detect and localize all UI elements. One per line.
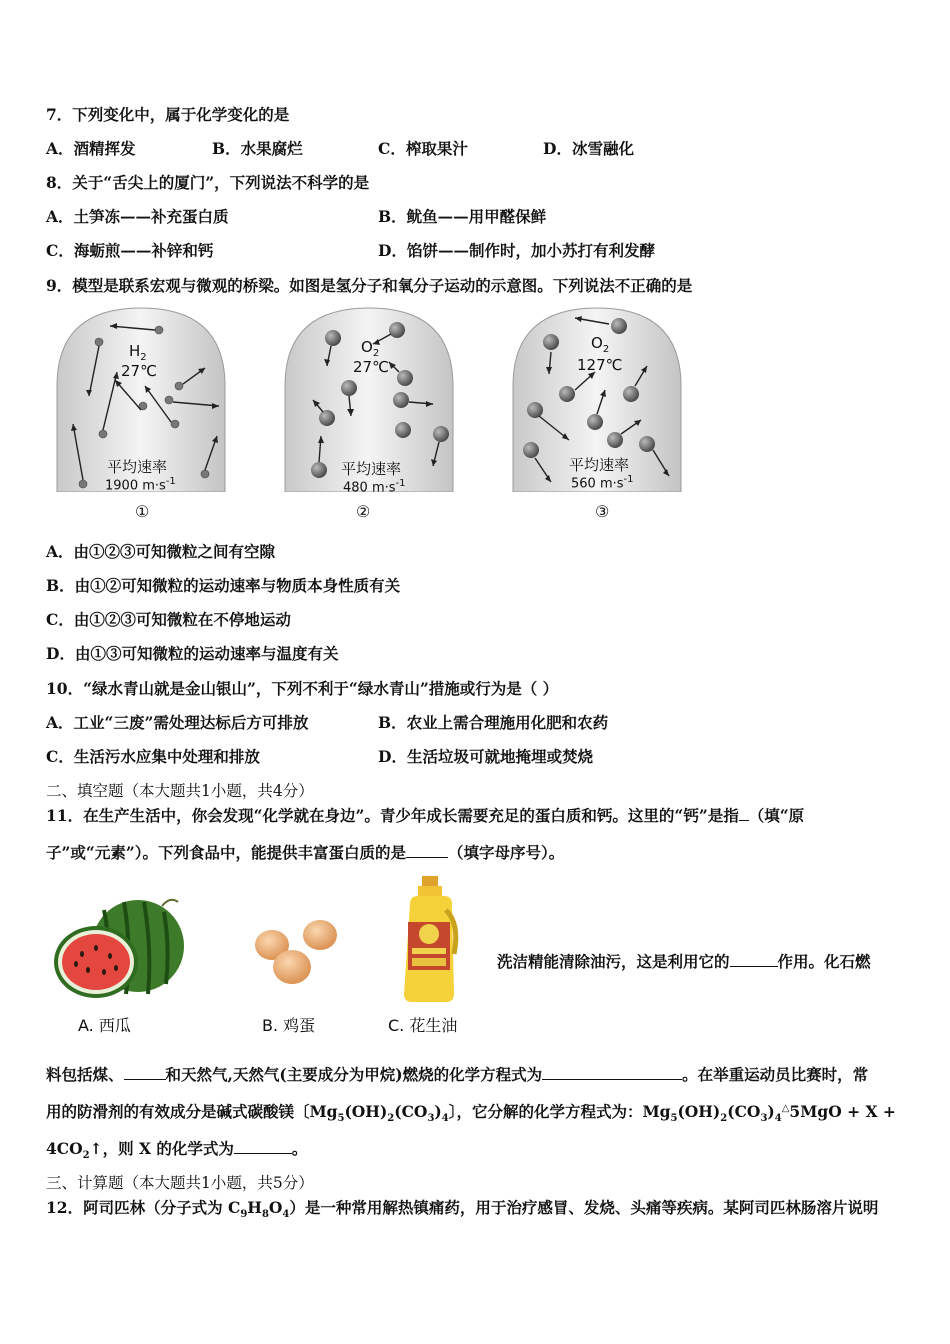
jar1-speed: 1900 $m\cdot s^{-1}$	[105, 476, 176, 494]
q8-option-b: B．鱿鱼——用甲醛保鲜	[378, 207, 547, 226]
q7-option-a: A．酒精挥发	[46, 139, 136, 158]
q7-option-b: B．水果腐烂	[212, 139, 303, 158]
q9-option-a: A．由①②③可知微粒之间有空隙	[46, 542, 276, 561]
q7-option-d: D．冰雪融化	[543, 139, 634, 158]
jar3-speed: 560 $m\cdot s^{-1}$	[571, 474, 634, 492]
food-label-c: C. 花生油	[388, 1016, 458, 1035]
section-2-heading: 二、填空题（本大题共1小题，共4分）	[46, 782, 314, 800]
q11-blank-5[interactable]	[542, 1065, 682, 1080]
q11-blank-1[interactable]	[739, 806, 749, 821]
jar2-number: ②	[356, 502, 371, 521]
q8-option-a: A．土笋冻——补充蛋白质	[46, 207, 229, 226]
molecule-jar-o2-27c	[283, 306, 455, 496]
jar3-gas-label: $O_2$	[591, 334, 610, 355]
q12-text: 12．阿司匹林（分子式为 $C_9H_8O_4$）是一种常用解热镇痛药，用于治疗感冒、发烧、头痛等疾病。某阿司匹林肠溶片说明	[46, 1198, 879, 1221]
eggs-image	[250, 915, 342, 991]
molecule-jar-h2-27c	[55, 306, 227, 496]
q11-line-4: 用的防滑剂的有效成分是碱式碳酸镁〔$Mg_5(OH)_2(CO_3)_4$〕，它分解的化学方程式为：$Mg_5(OH)_2(CO_3)_4^\triangle 5MgO + X$ +	[46, 1102, 896, 1125]
food-label-a: A. 西瓜	[78, 1016, 131, 1035]
q10-option-a: A．工业“三废”需处理达标后方可排放	[46, 713, 309, 732]
q11-line-5: $4CO_2↑$，则 X 的化学式为 。	[46, 1139, 308, 1162]
q11-side-text: 洗洁精能清除油污，这是利用它的 作用。化石燃	[497, 952, 871, 971]
q11-line-1: 11．在生产生活中，你会发现“化学就在身边”。青少年成长需要充足的蛋白质和钙。这里的“钙”是指 （填“原	[46, 806, 805, 825]
q8-option-d: D．馅饼——制作时，加小苏打有利发酵	[378, 241, 655, 260]
q11-line-3: 料包括煤、 和天然气,天然气(主要成分为甲烷)燃烧的化学方程式为 。在举重运动员比赛时，常	[46, 1065, 869, 1084]
molecule-jar-o2-127c	[511, 306, 683, 496]
watermelon-image	[52, 898, 188, 1006]
q10-option-c: C．生活污水应集中处理和排放	[46, 747, 260, 766]
q11-line-2: 子”或“元素”）。下列食品中，能提供丰富蛋白质的是 （填字母序号）。	[46, 843, 565, 862]
jar1-speed-label: 平均速率	[107, 458, 168, 476]
q11-blank-3[interactable]	[730, 952, 778, 967]
q7-stem: 7．下列变化中，属于化学变化的是	[46, 105, 290, 124]
jar3-number: ③	[595, 502, 610, 521]
q10-option-d: D．生活垃圾可就地掩埋或焚烧	[378, 747, 593, 766]
q11-blank-2[interactable]	[406, 843, 448, 858]
q9-option-b: B．由①②可知微粒的运动速率与物质本身性质有关	[46, 576, 401, 595]
section-3-heading: 三、计算题（本大题共1小题，共5分）	[46, 1174, 314, 1192]
peanut-oil-image	[396, 874, 466, 1008]
jar1-temp: 27℃	[121, 362, 157, 380]
q9-stem: 9．模型是联系宏观与微观的桥梁。如图是氢分子和氧分子运动的示意图。下列说法不正确的是	[46, 276, 693, 295]
q9-option-c: C．由①②③可知微粒在不停地运动	[46, 610, 291, 629]
jar1-number: ①	[135, 502, 150, 521]
jar2-speed: 480 $m\cdot s^{-1}$	[343, 478, 406, 496]
jar2-speed-label: 平均速率	[341, 460, 402, 478]
q11-blank-4[interactable]	[124, 1065, 166, 1080]
jar3-speed-label: 平均速率	[569, 456, 630, 474]
q11-blank-6[interactable]	[234, 1139, 292, 1154]
q10-stem: 10．“绿水青山就是金山银山”，下列不利于“绿水青山”措施或行为是（ ）	[46, 679, 559, 698]
jar2-temp: 27℃	[353, 358, 389, 376]
q9-option-d: D．由①③可知微粒的运动速率与温度有关	[46, 644, 339, 663]
q8-stem: 8．关于“舌尖上的厦门”，下列说法不科学的是	[46, 173, 370, 192]
jar2-gas-label: $O_2$	[361, 338, 380, 359]
q8-option-c: C．海蛎煎——补锌和钙	[46, 241, 214, 260]
food-label-b: B. 鸡蛋	[262, 1016, 316, 1035]
jar3-temp: 127℃	[577, 356, 623, 374]
jar1-gas-label: $H_2$	[129, 342, 147, 363]
q10-option-b: B．农业上需合理施用化肥和农药	[378, 713, 609, 732]
q7-option-c: C．榨取果汁	[378, 139, 468, 158]
